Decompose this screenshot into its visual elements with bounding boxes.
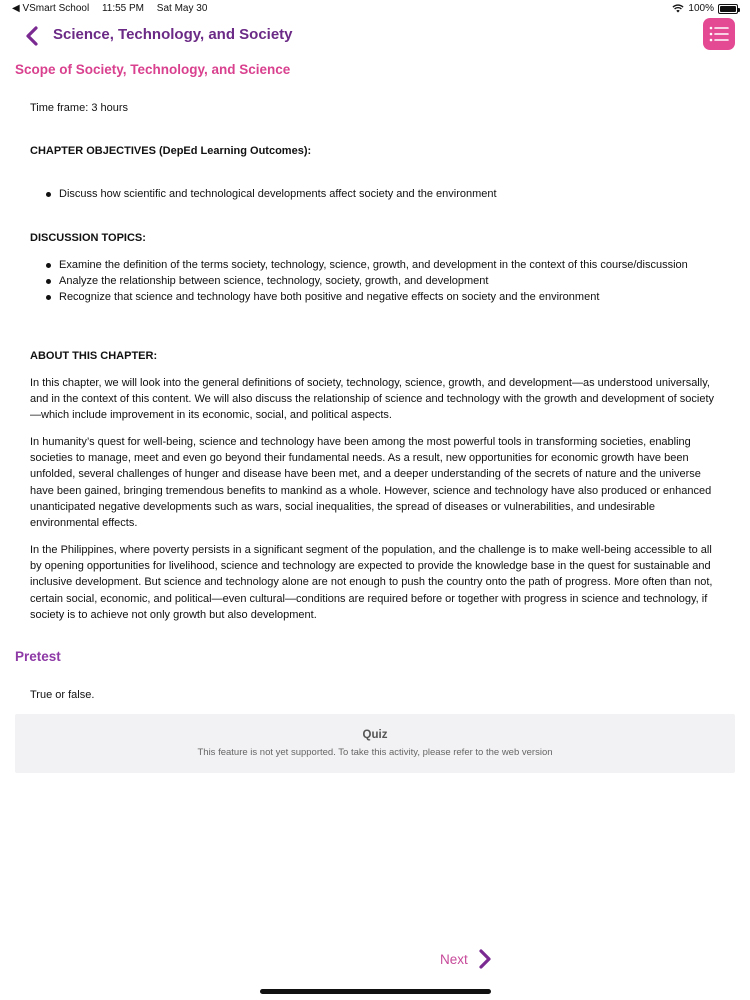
status-date: Sat May 30 bbox=[156, 3, 208, 14]
status-right bbox=[672, 3, 738, 14]
status-left bbox=[12, 3, 217, 14]
back-to-app-label[interactable]: ◀ VSmart School bbox=[12, 3, 90, 14]
status-time: 11:55 PM bbox=[101, 3, 145, 14]
wifi-icon bbox=[672, 4, 684, 13]
battery-percent: 100% bbox=[688, 3, 714, 14]
pretest-instruction: True or false. bbox=[30, 689, 95, 701]
list-item: Discuss how scientific and technological developments affect society and the environment bbox=[30, 186, 720, 202]
list-menu-icon bbox=[708, 23, 730, 45]
objectives-heading: CHAPTER OBJECTIVES (DepEd Learning Outcomes): bbox=[30, 145, 312, 157]
paragraph: In this chapter, we will look into the general definitions of society, technology, science, growth, and development—as understood universally, and in the context of this content. We will also discuss the relationship of science and technology with the growth and development of society—which include improvement in its economic, social, and political aspects. bbox=[30, 377, 715, 422]
about-heading: ABOUT THIS CHAPTER: bbox=[30, 350, 158, 362]
menu-button[interactable] bbox=[703, 18, 735, 50]
topics-list bbox=[30, 257, 720, 306]
objectives-list bbox=[30, 186, 720, 202]
time-frame: Time frame: 3 hours bbox=[30, 102, 129, 114]
nav-bar bbox=[0, 18, 750, 54]
battery-icon bbox=[718, 4, 738, 14]
paragraph: In the Philippines, where poverty persists in a significant segment of the population, and the challenge is to make well-being accessible to all by opening opportunities for livelihood, science and technology are expected to provide the knowledge base in the quest for sustainable and inclusive development. But science and technology alone are not enough to push the country onto the path of progress. More often than not, certain social, economic, and political—even cultural—conditions are required before or together with progress in science and technology, if society is to achieve not only growth but also development. bbox=[30, 544, 713, 621]
quiz-unsupported-note: This feature is not yet supported. To take this activity, please refer to the web version bbox=[197, 747, 553, 758]
next-button[interactable] bbox=[440, 948, 492, 970]
page-title: Science, Technology, and Society bbox=[53, 26, 293, 43]
chevron-right-icon bbox=[478, 948, 492, 970]
list-item: Examine the definition of the terms society, technology, science, growth, and development in the context of this course/discussion bbox=[30, 257, 720, 273]
pretest-title: Pretest bbox=[15, 649, 61, 664]
quiz-title: Quiz bbox=[362, 729, 388, 741]
list-item: Analyze the relationship between science, technology, society, growth, and development bbox=[30, 273, 720, 289]
topics-heading: DISCUSSION TOPICS: bbox=[30, 232, 146, 244]
quiz-placeholder bbox=[15, 714, 735, 773]
status-bar bbox=[0, 0, 750, 18]
next-label: Next bbox=[440, 951, 468, 967]
section-title: Scope of Society, Technology, and Science bbox=[15, 62, 291, 77]
chevron-left-icon bbox=[20, 24, 44, 48]
list-item: Recognize that science and technology have both positive and negative effects on society and the environment bbox=[30, 289, 720, 305]
back-button[interactable] bbox=[20, 24, 44, 48]
paragraph: In humanity’s quest for well-being, science and technology have been among the most powerful tools in transforming societies, enabling societies to manage, meet and even go beyond their fundamental needs. As a result, new opportunities for economic growth have been unfolded, several challenges of hunger and disease have been met, and a deeper understanding of the secrets of nature and the universe have been gained, bringing tremendous benefits to mankind as a whole. However, science and technology have also produced or enhanced unanticipated negative developments such as wars, social inequalities, the spread of diseases or vulnerabilities, and undesirable environmental effects. bbox=[30, 436, 712, 530]
home-indicator[interactable] bbox=[260, 989, 491, 994]
